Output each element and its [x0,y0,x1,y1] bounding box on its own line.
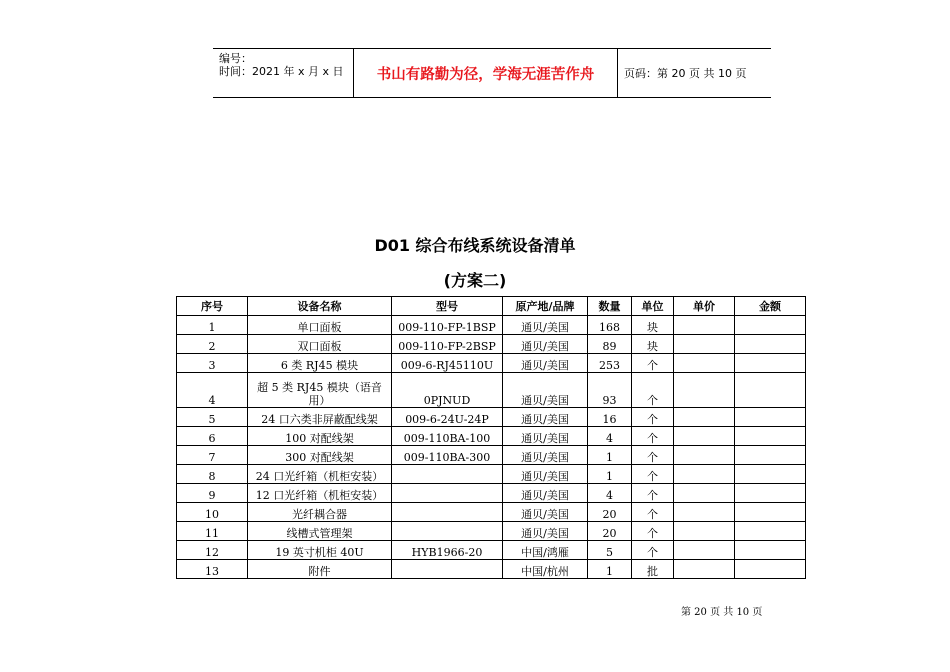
table-cell: 10 [177,503,248,522]
document-time-label: 时间：2021 年 x 月 x 日 [219,65,344,78]
table-cell: 24 口六类非屏蔽配线架 [248,408,392,427]
table-cell: 4 [588,484,632,503]
table-cell: 20 [588,503,632,522]
table-cell [392,465,503,484]
table-cell [674,427,735,446]
table-cell: 通贝/美国 [503,465,588,484]
column-header: 单位 [632,297,674,316]
table-cell: 通贝/美国 [503,354,588,373]
table-cell: 1 [588,560,632,579]
table-cell: 100 对配线架 [248,427,392,446]
table-cell: 009-6-RJ45110U [392,354,503,373]
table-cell: 通贝/美国 [503,427,588,446]
table-cell: 1 [588,465,632,484]
table-cell [392,560,503,579]
table-row [177,503,806,522]
column-header: 金额 [735,297,806,316]
table-cell: 个 [632,484,674,503]
table-row [177,354,806,373]
table-cell: 009-110-FP-2BSP [392,335,503,354]
document-subtitle: (方案二) [443,271,507,290]
table-cell [735,560,806,579]
table-cell [674,541,735,560]
table-cell: 个 [632,408,674,427]
table-row [177,560,806,579]
table-cell: 个 [632,427,674,446]
table-cell [674,484,735,503]
table-cell: 009-110-FP-1BSP [392,316,503,335]
table-cell [674,335,735,354]
table-header-row [177,297,806,316]
header-meta [213,49,354,97]
table-cell: 个 [632,446,674,465]
table-cell: 009-6-24U-24P [392,408,503,427]
table-row [177,408,806,427]
table-cell: 6 类 RJ45 模块 [248,354,392,373]
table-cell: 个 [632,503,674,522]
table-cell: 93 [588,373,632,408]
column-header: 单价 [674,297,735,316]
table-cell [735,335,806,354]
table-row [177,373,806,408]
table-cell: 3 [177,354,248,373]
table-cell [735,408,806,427]
table-cell [735,354,806,373]
table-cell: 6 [177,427,248,446]
table-cell: 通贝/美国 [503,316,588,335]
table-cell: 0PJNUD [392,373,503,408]
table-cell: 300 对配线架 [248,446,392,465]
table-row [177,316,806,335]
table-cell [674,560,735,579]
table-cell: 11 [177,522,248,541]
table-cell [735,446,806,465]
table-cell: 双口面板 [248,335,392,354]
table-cell: 个 [632,465,674,484]
table-cell: 光纤耦合器 [248,503,392,522]
table-cell: 4 [177,373,248,408]
header-motto: 书山有路勤为径，学海无涯苦作舟 [354,49,618,97]
table-row [177,335,806,354]
table-cell [674,465,735,484]
column-header: 序号 [177,297,248,316]
table-cell: 4 [588,427,632,446]
table-cell: 009-110BA-100 [392,427,503,446]
table-cell: HYB1966-20 [392,541,503,560]
table-cell: 8 [177,465,248,484]
table-row [177,541,806,560]
table-cell: 通贝/美国 [503,335,588,354]
table-cell [674,316,735,335]
column-header: 型号 [392,297,503,316]
table-cell: 9 [177,484,248,503]
table-cell [735,373,806,408]
table-cell [674,373,735,408]
table-cell: 个 [632,541,674,560]
table-cell [735,465,806,484]
table-cell [674,522,735,541]
table-cell [674,446,735,465]
header-page-info: 页码：第 20 页 共 10 页 [624,67,747,80]
table-cell: 19 英寸机柜 40U [248,541,392,560]
table-cell: 12 [177,541,248,560]
table-cell: 通贝/美国 [503,408,588,427]
table-cell: 通贝/美国 [503,503,588,522]
table-cell [735,522,806,541]
table-cell: 单口面板 [248,316,392,335]
table-cell [674,354,735,373]
table-cell [674,503,735,522]
table-cell: 24 口光纤箱（机柜安装） [248,465,392,484]
table-cell: 20 [588,522,632,541]
table-cell [735,316,806,335]
table-cell: 2 [177,335,248,354]
table-cell: 5 [177,408,248,427]
document-title: D01 综合布线系统设备清单 [374,236,576,255]
table-row [177,427,806,446]
table-cell: 009-110BA-300 [392,446,503,465]
table-cell: 附件 [248,560,392,579]
table-cell: 1 [177,316,248,335]
table-row [177,465,806,484]
table-cell: 中国/鸿雁 [503,541,588,560]
table-cell: 1 [588,446,632,465]
table-cell: 5 [588,541,632,560]
table-cell: 通贝/美国 [503,484,588,503]
table-cell [735,484,806,503]
table-cell: 中国/杭州 [503,560,588,579]
table-row [177,522,806,541]
table-cell: 253 [588,354,632,373]
table-cell: 个 [632,373,674,408]
table-cell: 通贝/美国 [503,373,588,408]
table-cell: 块 [632,316,674,335]
column-header: 数量 [588,297,632,316]
table-cell [392,522,503,541]
table-cell: 7 [177,446,248,465]
table-cell: 16 [588,408,632,427]
table-cell: 168 [588,316,632,335]
table-cell: 12 口光纤箱（机柜安装） [248,484,392,503]
table-cell: 通贝/美国 [503,522,588,541]
table-cell [735,427,806,446]
table-cell: 块 [632,335,674,354]
table-cell: 个 [632,354,674,373]
table-cell [674,408,735,427]
document-number-label: 编号： [219,52,252,65]
table-cell [735,541,806,560]
table-cell: 批 [632,560,674,579]
column-header: 设备名称 [248,297,392,316]
column-header: 原产地/品牌 [503,297,588,316]
page-footer: 第 20 页 共 10 页 [681,607,763,618]
page-header [213,48,771,98]
table-row [177,446,806,465]
table-cell: 通贝/美国 [503,446,588,465]
table-cell: 超 5 类 RJ45 模块（语音用） [248,373,392,408]
table-cell: 13 [177,560,248,579]
table-cell [735,503,806,522]
table-cell: 个 [632,522,674,541]
table-row [177,484,806,503]
table-cell [392,484,503,503]
table-cell [392,503,503,522]
equipment-table [176,296,806,579]
table-cell: 线槽式管理架 [248,522,392,541]
table-cell: 89 [588,335,632,354]
